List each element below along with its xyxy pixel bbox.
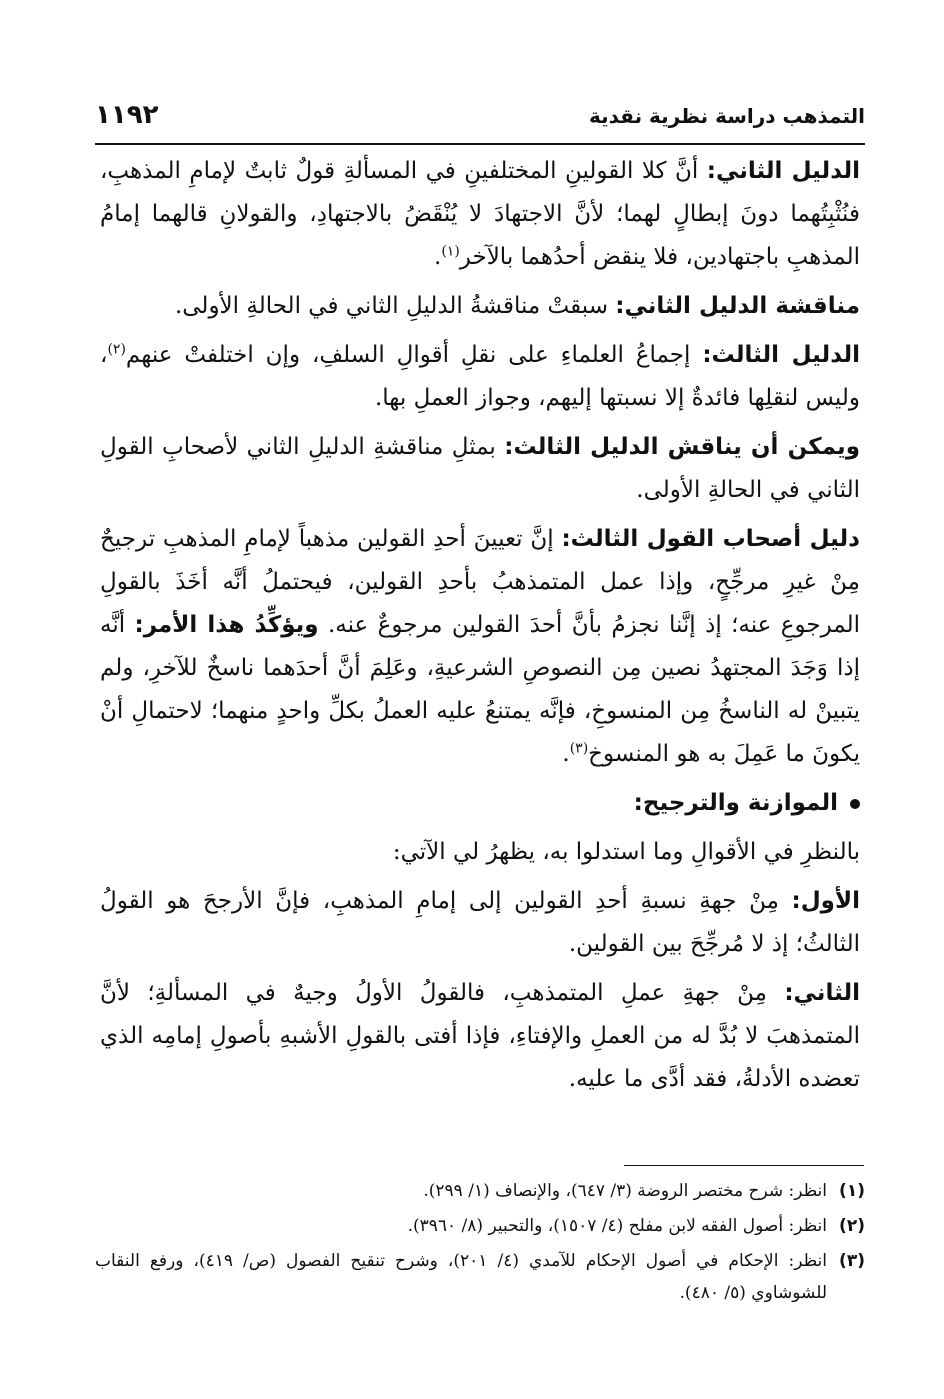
footnote-3	[95, 1245, 865, 1309]
footnote-2	[95, 1210, 865, 1242]
paragraph-lead: الأول:	[791, 888, 860, 914]
paragraph-lead: ويمكن أن يناقش الدليل الثالث:	[504, 434, 860, 460]
paragraph-text-continued: أنَّه إذا وَجَدَ المجتهدُ نصين مِن النصوصِ الشرعيةِ، وعَلِمَ أنَّ أحدَهما ناسخٌ للآخرِ، ولم يتبينْ له الناسخُ مِن المنسوخِ، فإنَّه يمتنعُ عليه العملُ بكلِّ واحدٍ منهما؛ لاحتمالِ أنْ يكونَ ما عَمِلَ به هو المنسوخ	[100, 612, 860, 767]
paragraph-lead: الثاني:	[784, 980, 860, 1006]
paragraph-lead: الدليل الثالث:	[702, 342, 860, 368]
page-number: ١١٩٢	[95, 100, 159, 130]
paragraph-third-evidence-discussion	[100, 426, 860, 512]
paragraph-lead: مناقشة الدليل الثاني:	[615, 293, 860, 319]
paragraph-tail: .	[562, 741, 570, 767]
footnote-number: (١)	[839, 1181, 865, 1201]
paragraph-text: مِنْ جهةِ عملِ المتمذهبِ، فالقولُ الأولُ وجيهٌ في المسألةِ؛ لأنَّ المتمذهبَ لا بُدَّ له من العملِ والإفتاءِ، فإذا أفتى بالقولِ الأشبهِ بأصولِ إمامِه الذي تعضده الأدلةُ، فقد أدَّى ما عليه.	[100, 980, 860, 1092]
footnote-marker[interactable]: (٢)	[107, 341, 126, 358]
header-rule	[95, 143, 865, 145]
footnotes	[95, 1175, 865, 1312]
paragraph-intro	[100, 831, 860, 874]
footnote-text: انظر: شرح مختصر الروضة (٣/ ٦٤٧)، والإنصاف (١/ ٢٩٩).	[423, 1181, 827, 1201]
paragraph-text: إجماعُ العلماءِ على نقلِ أقوالِ السلفِ، وإن اختلفتْ عنهم	[125, 342, 703, 368]
paragraph-third-evidence	[100, 334, 860, 420]
section-heading-weighing	[100, 782, 860, 825]
section-heading: الموازنة والترجيح:	[633, 790, 838, 816]
footnote-number: (٢)	[839, 1216, 865, 1236]
paragraph-first-point	[100, 880, 860, 966]
paragraph-text: مِنْ جهةِ نسبةِ أحدِ القولين إلى إمامِ المذهبِ، فإنَّ الأرجحَ هو القولُ الثالثُ؛ إذ لا مُرجِّحَ بين القولين.	[100, 888, 860, 957]
footnote-text: انظر: أصول الفقه لابن مفلح (٤/ ١٥٠٧)، والتحبير (٨/ ٣٩٦٠).	[407, 1216, 827, 1236]
paragraph-text: بمثلِ مناقشةِ الدليلِ الثاني لأصحابِ القولِ الثاني في الحالةِ الأولى.	[100, 434, 860, 503]
main-text	[100, 150, 860, 1107]
footnote-number: (٣)	[839, 1251, 865, 1271]
bullet-icon	[850, 799, 860, 809]
paragraph-third-opinion-evidence	[100, 518, 860, 776]
page-header	[95, 100, 865, 144]
paragraph-lead: الدليل الثاني:	[706, 158, 860, 184]
footnote-text: انظر: الإحكام في أصول الإحكام للآمدي (٤/ ٢٠١)، وشرح تنقيح الفصول (ص/ ٤١٩)، ورفع النقاب للشوشاوي (٥/ ٤٨٠).	[95, 1251, 827, 1303]
paragraph-text: أنَّ كلا القولينِ المختلفينِ في المسألةِ قولٌ ثابتٌ لإمامِ المذهبِ، فنُثْبِتُهما دونَ إبطالٍ لهما؛ لأنَّ الاجتهادَ لا يُنْقَضُ بالاجتهادِ، والقولانِ قالهما إمامُ المذهبِ باجتهادين، فلا ينقض أحدُهما بالآخر	[100, 158, 860, 270]
paragraph-lead: دليل أصحاب القول الثالث:	[561, 526, 860, 552]
paragraph-second-point	[100, 972, 860, 1101]
paragraph-text: سبقتْ مناقشةُ الدليلِ الثاني في الحالةِ الأولى.	[174, 293, 616, 319]
paragraph-second-evidence-discussion	[100, 285, 860, 328]
footnote-1	[95, 1175, 865, 1207]
paragraph-tail: ، وليس لنقلِها فائدةٌ إلا نسبتها إليهم، وجواز العملِ بها.	[100, 342, 860, 411]
paragraph-tail: .	[434, 244, 442, 270]
footnote-marker[interactable]: (٣)	[569, 740, 589, 757]
emphasis-text: ويؤكِّدُ هذا الأمر:	[134, 612, 319, 638]
running-title: التمذهب دراسة نظرية نقدية	[588, 104, 865, 128]
footnote-rule	[624, 1165, 864, 1166]
paragraph-text: بالنظرِ في الأقوالِ وما استدلوا به، يظهرُ لي الآتي:	[392, 839, 860, 865]
paragraph-text: إنَّ تعيينَ أحدِ القولين مذهباً لإمامِ المذهبِ ترجيحٌ مِنْ غيرِ مرجِّحٍ، وإذا عمل المتمذهبُ بأحدِ القولين، فيحتملُ أنَّه أخَذَ بالقولِ المرجوعِ عنه؛ إذ إنَّنا نجزمُ بأنَّ أحدَ القولين مرجوعٌ عنه.	[100, 526, 861, 638]
paragraph-second-evidence	[100, 150, 860, 279]
footnote-marker[interactable]: (١)	[441, 243, 460, 260]
